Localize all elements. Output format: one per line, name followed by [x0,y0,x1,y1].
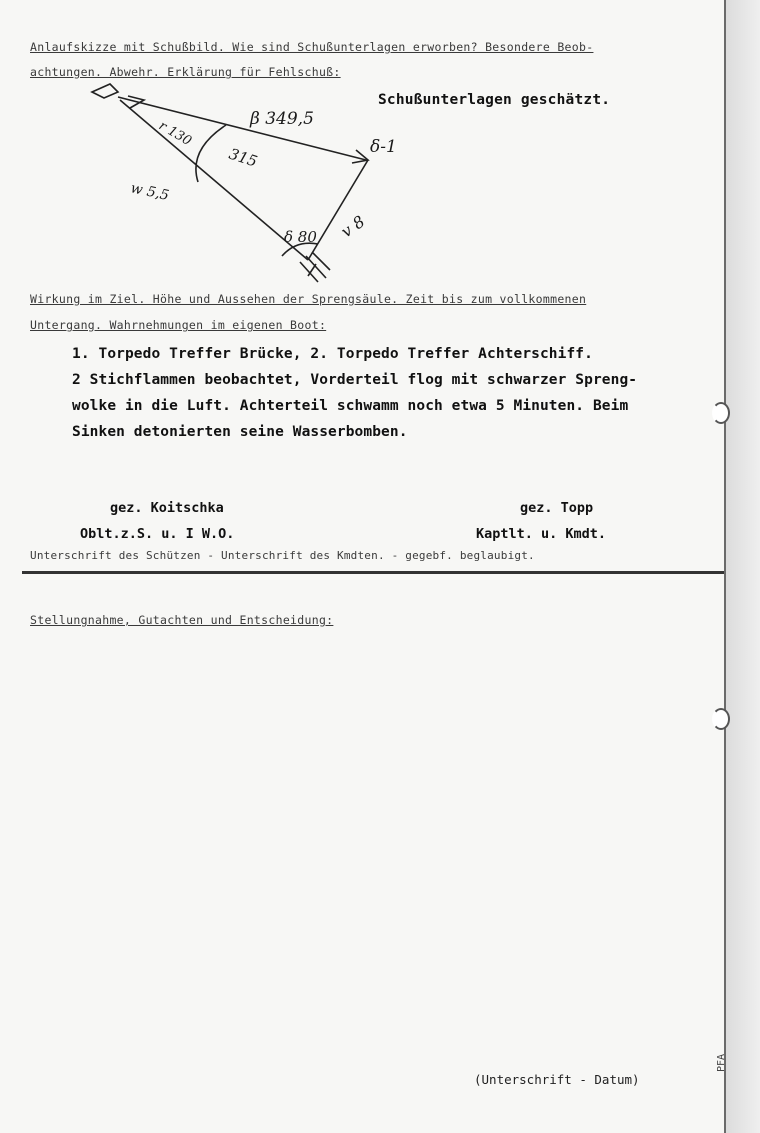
report-line-4: Sinken detonierten seine Wasserbomben. [72,424,408,440]
archive-mark: PFA [716,1053,727,1072]
left-signature-rank: Oblt.z.S. u. I W.O. [80,526,235,542]
estimate-note: Schußunterlagen geschätzt. [378,92,611,108]
report-line-3: wolke in die Luft. Achterteil schwamm noch etwa 5 Minuten. Beim [72,398,629,414]
report-line-2: 2 Stichflammen beobachtet, Vorderteil flog mit schwarzer Spreng- [72,372,638,388]
bearing-label: β 349,5 [250,109,314,129]
right-signature-rank: Kaptlt. u. Kmdt. [476,526,607,542]
track-label: δ 80 [284,228,317,246]
u-boat-symbol [92,84,118,98]
statement-caption: Stellungnahme, Gutachten und Entscheidung: [30,613,334,627]
range-label: r 130 [156,118,194,150]
punch-hole-upper [712,402,730,424]
section-divider [22,571,724,574]
effect-caption-line-1: Wirkung im Ziel. Höhe und Aussehen der Sprengsäule. Zeit bis zum vollkommenen [30,292,587,306]
angle-arc [196,125,226,182]
target-track-line [308,160,368,260]
angle-label: 315 [226,144,260,171]
footer-signature-date: (Unterschrift - Datum) [474,1072,640,1087]
sketch-caption-line-2: achtungen. Abwehr. Erklärung für Fehlschuß: [30,65,341,79]
left-signature-name: gez. Koitschka [110,500,224,516]
signature-caption: Unterschrift des Schützen - Unterschrift des Kmdten. - gegebf. beglaubigt. [30,549,535,562]
sketch-caption-line-1: Anlaufskizze mit Schußbild. Wie sind Schußunterlagen erworben? Besondere Beob- [30,40,594,54]
distance-label: w 5,5 [129,180,171,204]
target-label: δ-1 [370,137,397,157]
speed-label: v 8 [337,211,369,242]
effect-caption-line-2: Untergang. Wahrnehmungen im eigenen Boot: [30,318,327,332]
punch-hole-lower [712,708,730,730]
right-signature-name: gez. Topp [520,500,594,516]
report-line-1: 1. Torpedo Treffer Brücke, 2. Torpedo Treffer Achterschiff. [72,346,593,362]
